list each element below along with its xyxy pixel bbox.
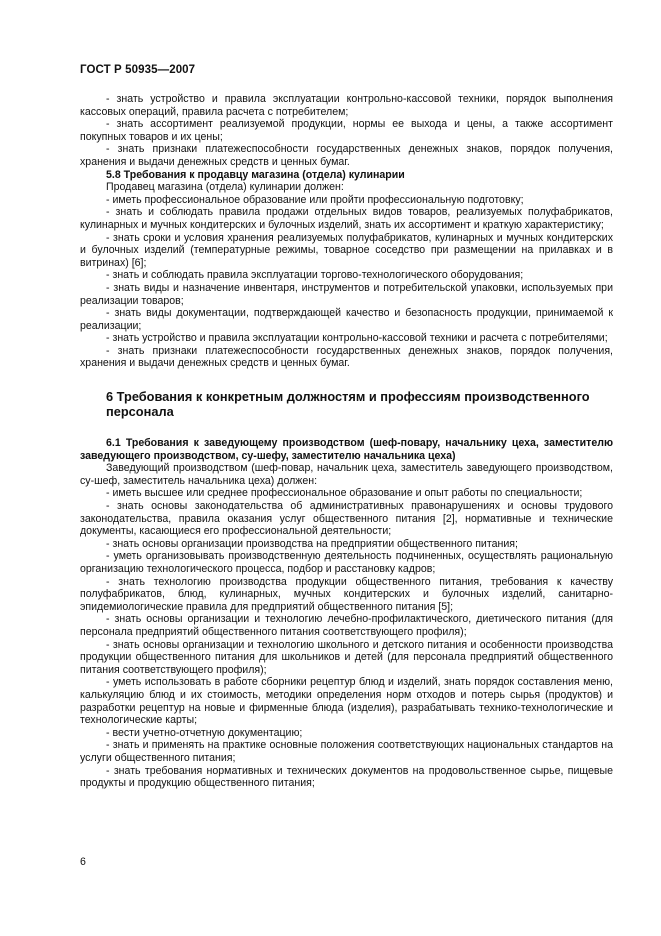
paragraph: - вести учетно-отчетную документацию; bbox=[106, 726, 303, 739]
paragraph: - уметь организовывать производственную деятельность подчиненных, осуществлять рациональную организацию технологического процесса, подбор и расстановку кадров; bbox=[80, 550, 613, 575]
paragraph: - знать основы организации производства на предприятии общественного питания; bbox=[106, 537, 518, 550]
paragraph: - знать требования нормативных и технических документов на продовольственное сырье, пищевые продукты и продукцию общественного питания; bbox=[80, 764, 613, 790]
paragraph: - знать устройство и правила эксплуатации контрольно-кассовой техники и расчета с потребителями; bbox=[106, 332, 608, 345]
paragraph: - знать и применять на практике основные положения соответствующих национальных стандартов на услуги общественного питания; bbox=[80, 739, 613, 764]
paragraph: Заведующий производством (шеф-повар, начальник цеха, заместитель заведующего производством, су-шеф, заместитель начальника цеха) должен: bbox=[80, 462, 613, 487]
paragraph: - знать устройство и правила эксплуатации контрольно-кассовой техники, порядок выполнения кассовых операций, правила расчета с потребителем; bbox=[80, 93, 613, 118]
paragraph: Продавец магазина (отдела) кулинарии должен: bbox=[106, 181, 344, 194]
paragraph: - знать основы организации и технологию лечебно-профилактического, диетического питания (для персонала предприятий общественного питания соответствующего профиля); bbox=[80, 613, 613, 638]
document-header-id: ГОСТ Р 50935—2007 bbox=[80, 64, 196, 76]
page-number: 6 bbox=[80, 856, 86, 868]
paragraph: - знать виды и назначение инвентаря, инструментов и потребительской упаковки, используемых при реализации товаров; bbox=[80, 281, 613, 307]
paragraph: - иметь высшее или среднее профессиональное образование и опыт работы по специальности; bbox=[106, 487, 583, 500]
paragraph: - знать признаки платежеспособности государственных денежных знаков, порядок получения, хранения и выдачи денежных средств и ценных бумаг. bbox=[80, 143, 613, 168]
paragraph: - знать технологию производства продукции общественного питания, требования к качеству полуфабрикатов, блюд, кулинарных, мучных кондитерских и булочных изделий, санитарно-эпидемиологические правила для предприятий общественного питания [5]; bbox=[80, 575, 613, 613]
section-heading: 6 Требования к конкретным должностям и профессиям производственного персонала bbox=[106, 389, 590, 420]
paragraph: - иметь профессиональное образование или пройти профессиональную подготовку; bbox=[106, 193, 524, 206]
document-body bbox=[80, 93, 613, 790]
paragraph: - знать основы организации и технологию школьного и детского питания и особенности производства продукции общественного питания для школьников и детей (для персонала предприятий общественного питания соответствующего профиля); bbox=[80, 638, 613, 676]
paragraph: - знать ассортимент реализуемой продукции, нормы ее выхода и цены, а также ассортимент покупных товаров и их цены; bbox=[80, 118, 613, 143]
paragraph: - знать основы законодательства об административных правонарушениях и основы трудового законодательства, правила оказания услуг общественного питания [2], нормативные и технические документы, касающиеся его профессиональной деятельности; bbox=[80, 500, 613, 538]
paragraph: - знать и соблюдать правила продажи отдельных видов товаров, реализуемых полуфабрикатов, кулинарных и мучных кондитерских и булочных изделий, знать их ассортимент и краткую характеристику; bbox=[80, 206, 613, 231]
paragraph: - знать виды документации, подтверждающей качество и безопасность продукции, принимаемой к реализации; bbox=[80, 307, 613, 332]
subsection-heading: 5.8 Требования к продавцу магазина (отдела) кулинарии bbox=[106, 168, 405, 181]
paragraph: - знать сроки и условия хранения реализуемых полуфабрикатов, кулинарных и мучных кондитерских и булочных изделий (температурные режимы, товарное соседство при размещении на прилавках и в витринах) [6]; bbox=[80, 231, 613, 269]
paragraph: - знать и соблюдать правила эксплуатации торгово-технологического оборудования; bbox=[106, 269, 524, 282]
paragraph: - уметь использовать в работе сборники рецептур блюд и изделий, знать порядок составления меню, калькуляцию блюд и их стоимость, методики определения норм отходов и потерь сырья (продуктов) и разработки рецептур на новые и фирменные блюда (изделия), разрабатывать технико-технологические и технологические карты; bbox=[80, 676, 613, 727]
subsection-heading: 6.1 Требования к заведующему производством (шеф-повару, начальнику цеха, заместителю заведующего производством, су-шефу, заместителю начальника цеха) bbox=[80, 437, 613, 462]
paragraph: - знать признаки платежеспособности государственных денежных знаков, порядок получения, хранения и выдачи денежных средств и ценных бумаг. bbox=[80, 344, 613, 370]
